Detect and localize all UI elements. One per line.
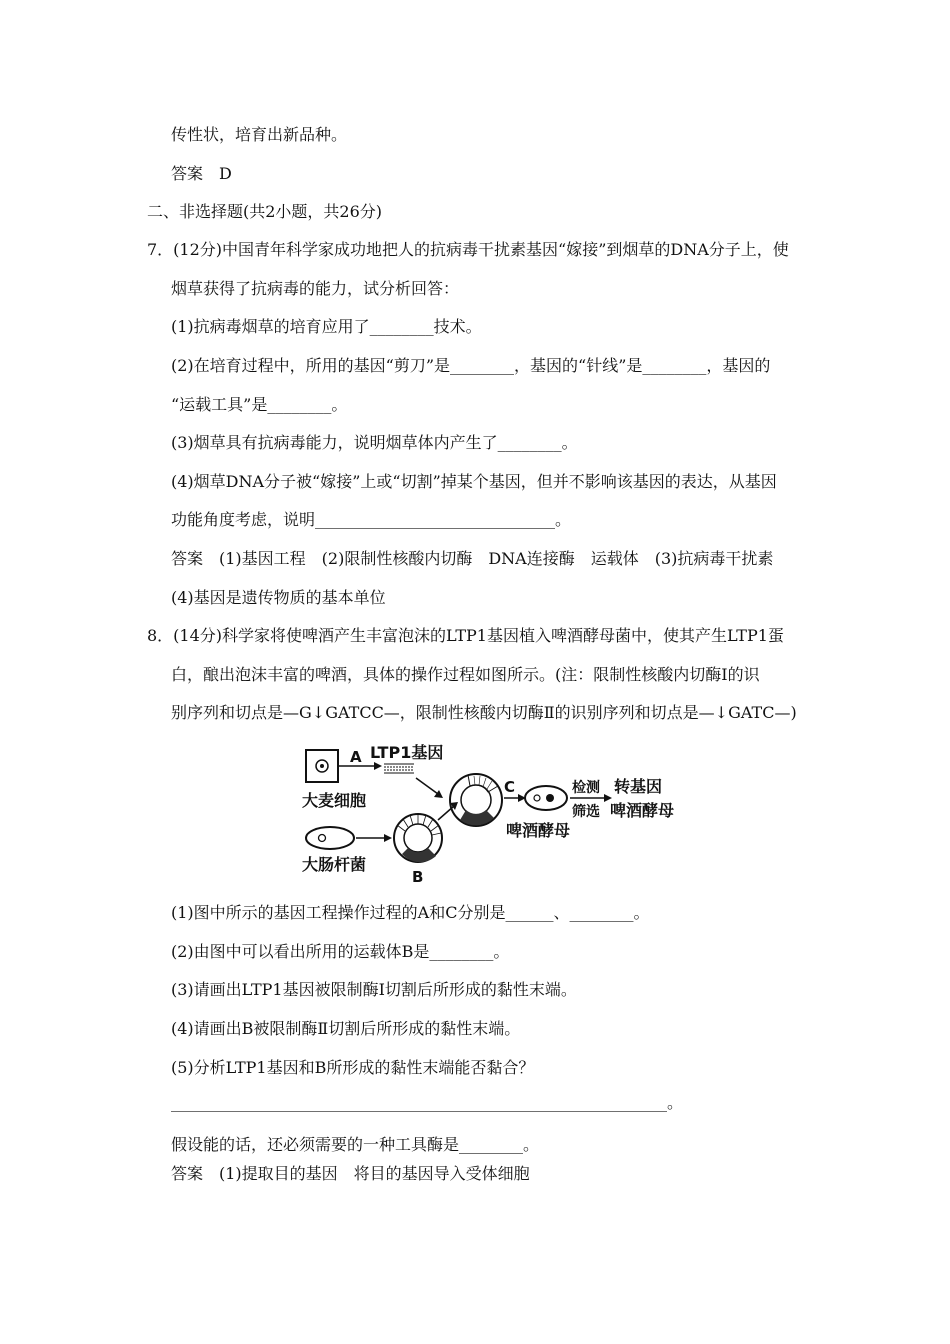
question-8-stem-cont: 白，酿出泡沫丰富的啤酒，具体的操作过程如图所示。(注：限制性核酸内切酶Ⅰ的识 xyxy=(171,665,760,684)
label-transgenic: 转基因 xyxy=(614,777,663,796)
q7-part-1: (1)抗病毒烟草的培育应用了________技术。 xyxy=(171,317,482,336)
q8-part-5-cont: 假设能的话，还必须需要的一种工具酶是________。 xyxy=(171,1135,540,1154)
text-line: 传性状，培育出新品种。 xyxy=(171,125,348,144)
q7-part-4-cont: 功能角度考虑，说明______________________________。 xyxy=(171,510,572,529)
question-8-note: 别序列和切点是—G↓GATCC—，限制性核酸内切酶Ⅱ的识别序列和切点是—↓GATC—) xyxy=(171,703,797,722)
ltp1-gene-fragment xyxy=(384,764,414,773)
q8-part-3: (3)请画出LTP1基因被限制酶Ⅰ切割后所形成的黏性末端。 xyxy=(171,980,577,999)
plasmid-b xyxy=(394,814,442,862)
label-barley-cell: 大麦细胞 xyxy=(302,791,367,810)
label-detect: 检测 xyxy=(572,780,600,796)
label-yeast: 啤酒酵母 xyxy=(506,821,571,840)
q8-answer: 答案 (1)提取目的基因 将目的基因导入受体细胞 xyxy=(171,1164,530,1183)
recombinant-plasmid xyxy=(450,774,502,826)
label-a: A xyxy=(350,748,362,766)
q8-part-5: (5)分析LTP1基因和B所形成的黏性末端能否黏合？ xyxy=(171,1058,535,1077)
label-c: C xyxy=(504,778,516,796)
question-8-stem: 8．(14分)科学家将使啤酒产生丰富泡沫的LTP1基因植入啤酒酵母菌中，使其产生LTP1蛋 xyxy=(147,626,784,645)
q7-part-4: (4)烟草DNA分子被“嫁接”上或“切割”掉某个基因，但并不影响该基因的表达，从基因 xyxy=(171,472,777,491)
q8-part-1: (1)图中所示的基因工程操作过程的A和C分别是______、________。 xyxy=(171,903,650,922)
answer-blank-line: ______________________________________________________________。 xyxy=(171,1093,683,1112)
q7-answer: 答案 (1)基因工程 (2)限制性核酸内切酶 DNA连接酶 运载体 (3)抗病毒干扰素 xyxy=(171,549,774,568)
label-transgenic-yeast: 啤酒酵母 xyxy=(610,801,675,820)
label-screen: 筛选 xyxy=(572,804,600,820)
q8-part-4: (4)请画出B被限制酶Ⅱ切割后所形成的黏性末端。 xyxy=(171,1019,521,1038)
q8-part-2: (2)由图中可以看出所用的运载体B是________。 xyxy=(171,942,510,961)
gene-engineering-diagram xyxy=(298,742,698,890)
q7-part-3: (3)烟草具有抗病毒能力，说明烟草体内产生了________。 xyxy=(171,433,578,452)
label-ecoli: 大肠杆菌 xyxy=(302,855,367,874)
q7-part-2: (2)在培育过程中，所用的基因“剪刀”是________，基因的“针线”是________，基因的 xyxy=(171,356,771,375)
section-heading: 二、非选择题(共2小题，共26分) xyxy=(147,202,383,221)
question-7-stem: 7．(12分)中国青年科学家成功地把人的抗病毒干扰素基因“嫁接”到烟草的DNA分子上，使 xyxy=(147,240,789,259)
ecoli-cell xyxy=(306,827,354,849)
label-ltp1-gene: LTP1基因 xyxy=(370,743,444,762)
label-b: B xyxy=(412,868,424,886)
q7-part-2-cont: “运载工具”是________。 xyxy=(171,395,348,414)
answer-line: 答案 D xyxy=(171,164,232,183)
question-7-stem-cont: 烟草获得了抗病毒的能力，试分析回答： xyxy=(171,279,460,298)
q7-answer-cont: (4)基因是遗传物质的基本单位 xyxy=(171,588,386,607)
